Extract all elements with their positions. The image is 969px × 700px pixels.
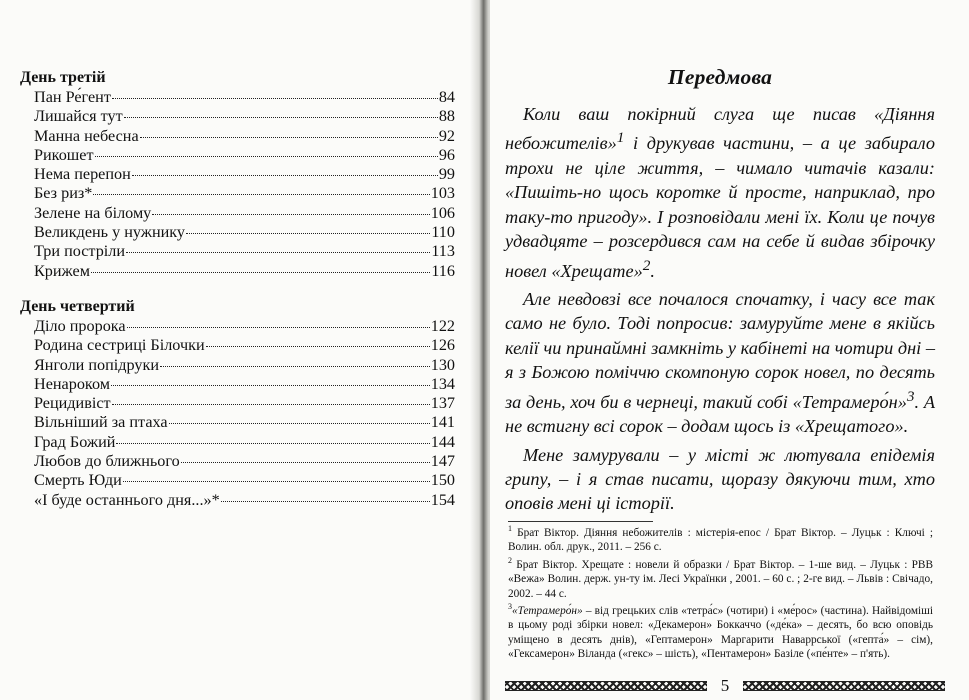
toc-entry-title: Любов до ближнього [34,452,180,471]
toc-entry-title: Ненароком [34,374,110,393]
toc-entry-page: 96 [438,145,455,164]
dot-leader [91,272,430,273]
toc-entry-page: 134 [430,374,455,393]
ornament-band [505,681,707,691]
toc-entry-title: Зелене на білому [34,203,152,222]
toc-entry [20,127,455,146]
toc-entry [20,394,455,413]
toc-entry-page: 88 [438,107,455,126]
toc-entry-title: Пан Ре́гент [34,88,111,106]
dot-leader [116,443,429,444]
toc-entry-page: 122 [430,317,455,335]
toc-entry [20,375,455,394]
footnote: $^1$ Брат Віктор. Діяння небожителів : містерія-епос / Брат Віктор. – Луцьк : Ключі ; Волин. обл. друк., 2011. – 256 с. [508,524,933,554]
dot-leader [123,481,430,482]
dot-leader [169,423,430,424]
toc-entry-page: 141 [430,413,455,432]
toc-section-heading: День третій [20,69,106,86]
toc-entry-title: Нема перепон [34,165,131,184]
footnote-ref: 3 [906,387,915,405]
toc-entry-page: 137 [430,394,455,413]
footnote: $^2$ Брат Віктор. Хрещате : новели й образки / Брат Віктор. – 1-ше вид. – Луцьк : РВВ «Вежа» Волин. держ. ун-ту ім. Лесі Українки , 2001. – 60 с. ; 2-ге вид. – Львів : Свічадо, 2002. – 44 с. [508,556,933,600]
dot-leader [127,327,430,328]
dot-leader [93,194,429,195]
dot-leader [112,404,430,405]
toc-entry-page: 150 [430,471,455,490]
toc-entry-title: Рецидивіст [34,394,111,413]
toc-entry [20,433,455,452]
toc-entry-page: 113 [431,242,455,261]
toc-section-day-three [20,68,455,281]
preface [505,65,935,520]
dot-leader [206,346,430,347]
toc-list [20,88,455,281]
toc-entry-page: 106 [430,203,455,222]
toc-entry-title: «І буде останнього дня...»* [34,490,220,509]
toc-entry-page: 103 [430,184,455,203]
toc-entry [20,413,455,432]
toc-list [20,317,455,510]
toc-entry [20,452,455,471]
toc-entry [20,165,455,184]
toc-entry-page: 154 [430,490,455,509]
footnotes [508,526,933,665]
toc-entry-title: Смерть Юди [34,471,122,490]
footnote-ref: 2 [642,256,651,274]
toc-entry-title: Три постріли [34,242,126,261]
toc-entry [20,356,455,375]
toc-entry-title: Вільніший за птаха [34,413,168,432]
toc-entry-title: Манна небесна [34,126,139,145]
toc-entry-title: Крижем [34,261,90,280]
ornament-band [743,681,945,691]
toc-entry-title: Великдень у нужнику [34,223,186,242]
toc-section-day-four [20,297,455,510]
dot-leader [181,462,430,463]
toc-entry [20,88,455,107]
footnote-separator [508,521,653,522]
preface-paragraph: Але невдовзі все почалося спочатку, і часу все так само не було. Тоді попросив: замуруйте мене в якійсь келії чи принаймні замкніть у кабінеті на чотири дні – я з Божою поміччю скомпоную сорок новел, по десять за день, хоч би в чернеці, такий собі «Тетрамеро́н»$^3$. А не встигну всі сорок – додам щось із «Хрещатого». [505,289,936,437]
toc-entry-page: 84 [438,88,455,106]
toc-entry-page: 130 [430,355,455,374]
toc-entry-page: 92 [438,126,455,145]
toc-entry-page: 126 [430,336,455,355]
toc-entry [20,471,455,490]
toc-entry-title: Без риз* [34,184,93,203]
toc-entry [20,262,455,281]
preface-paragraph: Коли ваш покірний слуга ще писав «Діяння небожителів»$^1$ і друкував частини, – а це забирало трохи не ціле життя, – чимало читачів казали: «Пишіть-но щось коротке й просте, наприклад, про таку-то пригоду». І розповідали мені їх. Коли це почув удвадцяте – розсердився сам на себе й видав збірочку новел «Хрещате»$^2$. [505,104,935,281]
page-footer [505,676,945,696]
left-page [0,0,478,700]
toc-entry-title: Янголи попідруки [34,355,160,374]
dot-leader [126,252,430,253]
toc-entry-page: 99 [438,165,455,184]
toc-entry-title: Діло пророка [34,317,126,335]
toc-entry-title: Град Божий [34,432,116,451]
dot-leader [111,385,430,386]
toc-entry-page: 116 [431,261,455,280]
toc-entry [20,223,455,242]
footnote: $^3$«Тетрамеро́н» – від грецьких слів «тетра́с» (чотири) і «ме́рос» (частина). Найвідоміші в цьому роді збірки новел: «Декамерон» Боккаччо («де́ка» – десять, бо всю оповідь уміщено в десять днів), «Гептамерон» Маргарити Наваррської («гепта́» – сім), «Гексамерон» Віланда («гекс» – шість), «Пентамерон» Базіле («пе́нте» – п'ять). [508,602,933,661]
dot-leader [160,366,430,367]
toc-entry [20,242,455,261]
dot-leader [186,233,430,234]
page-title: Передмова [667,65,773,89]
toc-section-heading: День четвертий [20,298,135,315]
dot-leader [132,175,438,176]
toc-entry-page: 144 [430,432,455,451]
dot-leader [95,156,438,157]
dot-leader [221,501,430,502]
footnote-ref: 1 [616,129,625,147]
toc-entry [20,146,455,165]
toc-entry [20,336,455,355]
preface-paragraph: Мене замурували – у місті ж лютувала епідемія грипу, – і я став писати, щоразу дякуючи тим, хто оповів мені ці історії. [505,444,935,514]
dot-leader [124,117,438,118]
toc-entry-title: Лишайся тут [34,107,123,126]
toc-entry-title: Рикошет [34,145,94,164]
toc-entry [20,184,455,203]
toc-entry [20,107,455,126]
toc-entry-page: 147 [430,452,455,471]
page-number: 5 [720,676,730,695]
toc-entry-title: Родина сестриці Білочки [34,336,205,355]
dot-leader [140,137,438,138]
toc-entry-page: 110 [431,223,455,242]
toc-entry [20,491,455,510]
toc-entry [20,317,455,336]
dot-leader [112,98,438,99]
toc-entry [20,204,455,223]
dot-leader [152,214,429,215]
